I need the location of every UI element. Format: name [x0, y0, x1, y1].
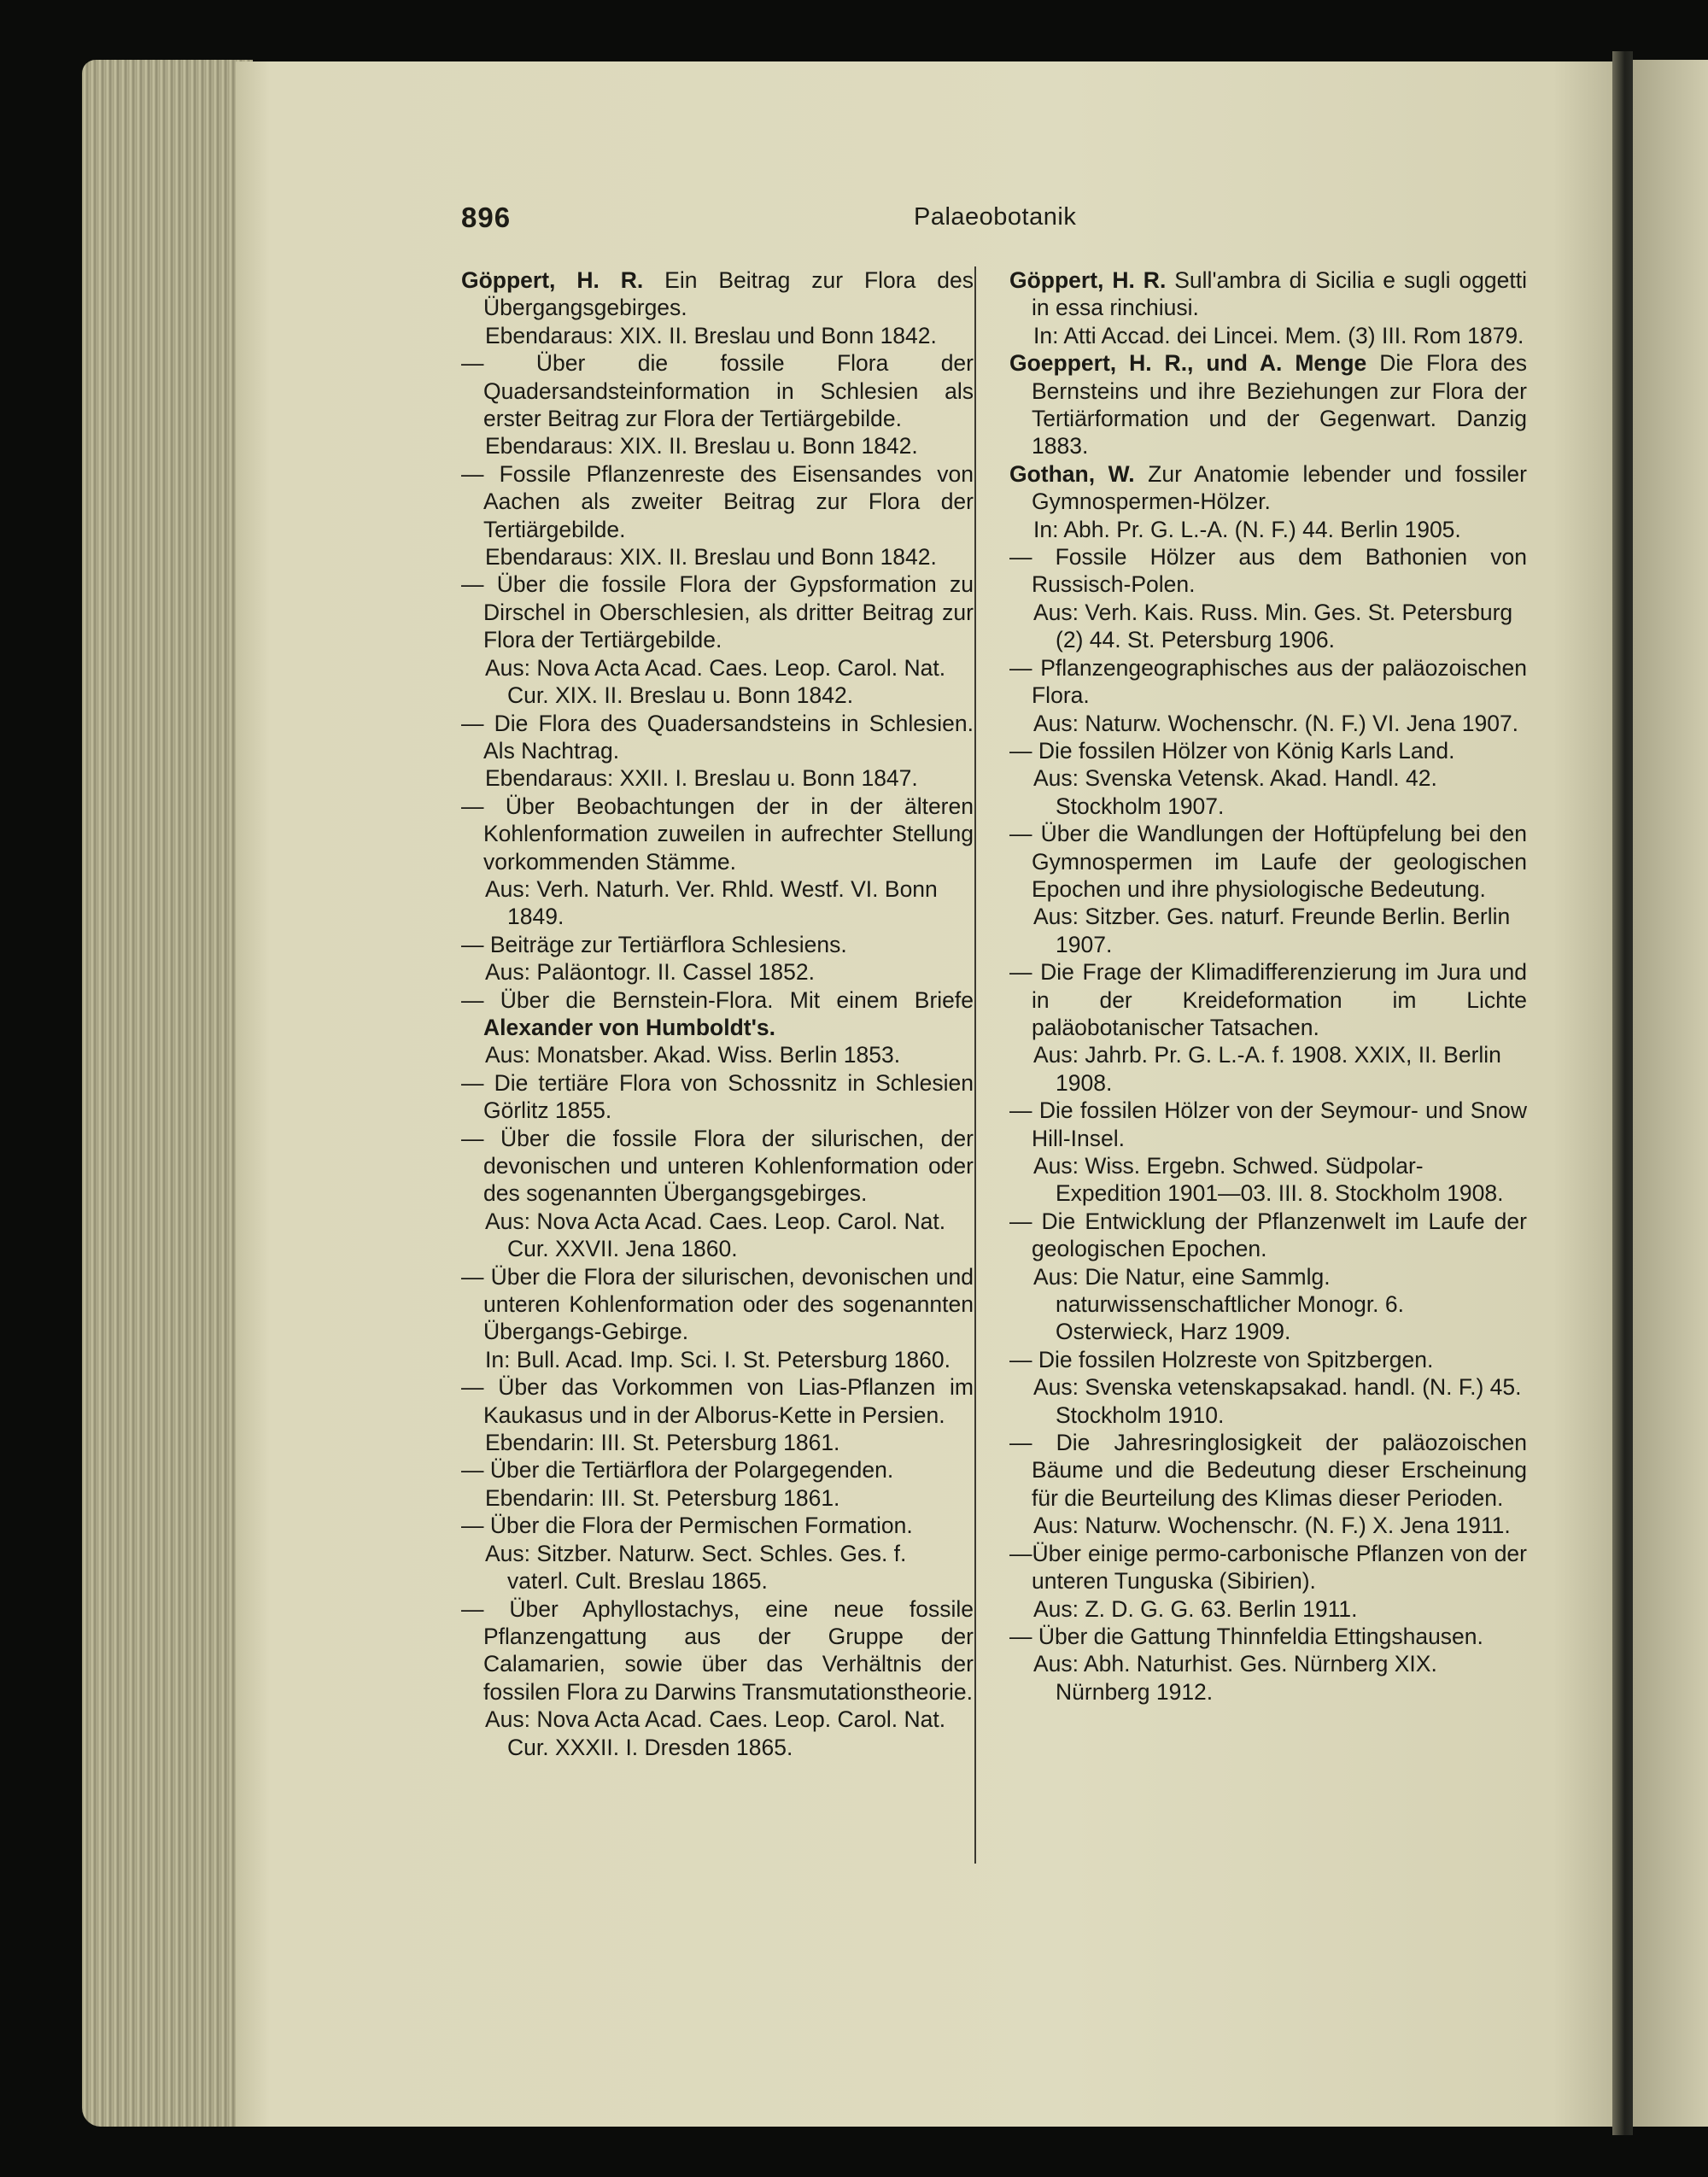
next-page-edge	[1633, 60, 1708, 2127]
bibliography-entry	[461, 1456, 974, 1512]
bibliography-entry	[1009, 349, 1527, 460]
entry-title: Beiträge zur Tertiärflora Schlesiens.	[489, 931, 847, 957]
entry-title: Über Aphyllostachys, eine neue fossile Pflanzengattung aus der Gruppe der Calamarien, sowie über das Verhältnis der fossilen Flora zu Darwins Transmutationstheorie.	[483, 1595, 974, 1705]
entry-title: Über Beobachtungen der in der älteren Kohlenformation zuweilen in aufrechter Stellung vorkommenden Stämme.	[483, 793, 974, 875]
entry-title: Über die Bernstein-Flora. Mit einem Briefe	[500, 986, 974, 1013]
entry-dash: —	[461, 710, 494, 736]
entry-title: Die fossilen Holzreste von Spitzbergen.	[1038, 1346, 1434, 1372]
entry-title: Über die Tertiärflora der Polargegenden.	[489, 1457, 894, 1484]
entry-title: Über die Flora der Permischen Formation.	[489, 1513, 913, 1539]
entry-heading	[461, 1512, 974, 1539]
entry-publication: In: Atti Accad. dei Lincei. Mem. (3) III. Rom 1879.	[1033, 322, 1524, 348]
entry-dash: —	[1009, 1346, 1038, 1372]
entry-publication: Aus: Abh. Naturhist. Ges. Nürnberg XIX. Nürnberg 1912.	[1033, 1651, 1437, 1705]
entry-title: Über die Gattung Thinnfeldia Ettingshausen.	[1038, 1623, 1483, 1649]
entry-title: Fossile Pflanzenreste des Eisensandes von Aachen als zweiter Beitrag zur Flora der Tertiärgebilde.	[483, 460, 974, 542]
entry-title: Die Flora des Bernsteins und ihre Beziehungen zur Flora der Tertiärformation und der Gegenwart. Danzig 1883.	[1032, 350, 1527, 459]
bibliography-entry	[461, 571, 974, 709]
bibliography-entry	[461, 1125, 974, 1263]
entry-dash: —	[461, 1595, 510, 1622]
entry-heading	[1009, 1346, 1527, 1373]
bibliography-entry	[461, 986, 974, 1069]
entry-dash: —	[1009, 1097, 1039, 1124]
entry-publication: Ebendaraus: XIX. II. Breslau und Bonn 1842.	[485, 544, 937, 571]
entry-publication: Ebendaraus: XIX. II. Breslau und Bonn 1842.	[485, 322, 937, 348]
bibliography-entry	[1009, 460, 1527, 543]
running-head: Palaeobotanik	[914, 203, 1077, 231]
entry-publication: Aus: Sitzber. Naturw. Sect. Schles. Ges. f. vaterl. Cult. Breslau 1865.	[485, 1540, 907, 1595]
bibliography-entry	[1009, 1208, 1527, 1346]
entry-title: Die Frage der Klimadifferenzierung im Jura und in der Kreideformation im Lichte paläobotanischer Tatsachen.	[1032, 959, 1528, 1040]
bibliography-entry	[1009, 1097, 1527, 1208]
entry-dash: —	[1009, 1540, 1032, 1566]
column-divider	[974, 266, 976, 1864]
entry-title: Die Jahresringlosigkeit der paläozoischen Bäume und die Bedeutung dieser Erscheinung für die Beurteilung des Klimas dieser Perioden.	[1032, 1430, 1527, 1511]
entry-dash: —	[461, 1069, 494, 1096]
entry-title: Fossile Hölzer aus dem Bathonien von Russisch-Polen.	[1032, 544, 1527, 598]
entry-publication: Aus: Verh. Kais. Russ. Min. Ges. St. Petersburg (2) 44. St. Petersburg 1906.	[1033, 599, 1513, 653]
entry-title: Über die fossile Flora der Gypsformation zu Dirschel in Oberschlesien, als dritter Beitrag zur Flora der Tertiärgebilde.	[483, 571, 974, 653]
entry-publication: Aus: Monatsber. Akad. Wiss. Berlin 1853.	[485, 1042, 901, 1068]
entry-heading	[461, 266, 974, 322]
entry-title: Sull'ambra di Sicilia e sugli oggetti in essa rinchiusi.	[1032, 267, 1527, 321]
entry-heading	[1009, 1097, 1527, 1152]
entry-dash: —	[461, 1125, 500, 1151]
entry-heading	[461, 986, 974, 1042]
entry-heading	[461, 1125, 974, 1208]
entry-dash: —	[1009, 959, 1041, 986]
entry-heading	[461, 1373, 974, 1429]
entry-heading	[1009, 1208, 1527, 1263]
entry-publication: Ebendaraus: XIX. II. Breslau u. Bonn 1842.	[485, 433, 918, 459]
entry-dash: —	[1009, 654, 1041, 681]
entry-title: Über die Wandlungen der Hoftüpfelung bei den Gymnospermen im Laufe der geologischen Epochen und ihre physiologische Bedeutung.	[1032, 821, 1527, 902]
entry-dash: —	[461, 1263, 491, 1290]
entry-author: Göppert, H. R.	[1009, 267, 1167, 293]
right-column	[1009, 266, 1527, 1706]
entry-publication: Aus: Paläontogr. II. Cassel 1852.	[485, 959, 815, 986]
entry-heading	[1009, 820, 1527, 903]
bibliography-entry	[1009, 1346, 1527, 1429]
entry-author: Göppert, H. R.	[461, 267, 644, 293]
entry-author: Gothan, W.	[1009, 460, 1135, 487]
entry-publication: Aus: Nova Acta Acad. Caes. Leop. Carol. Nat. Cur. XXVII. Jena 1860.	[485, 1208, 946, 1262]
entry-title: Die Entwicklung der Pflanzenwelt im Laufe der geologischen Epochen.	[1032, 1208, 1527, 1262]
entry-heading	[461, 931, 974, 958]
entry-heading	[1009, 1429, 1527, 1512]
bibliography-entry	[1009, 958, 1527, 1097]
entry-dash: —	[1009, 544, 1056, 571]
entry-dash: —	[1009, 737, 1038, 764]
entry-title: Über die fossile Flora der Quadersandsteinformation in Schlesien als erster Beitrag zur Flora der Tertiärgebilde.	[483, 350, 974, 432]
entry-heading	[461, 1595, 974, 1706]
entry-dash: —	[1009, 1623, 1038, 1649]
entry-publication: Aus: Wiss. Ergebn. Schwed. Südpolar-Expedition 1901—03. III. 8. Stockholm 1908.	[1033, 1153, 1504, 1207]
entry-heading	[461, 460, 974, 543]
entry-heading	[1009, 1623, 1527, 1650]
book-page-edges	[82, 60, 253, 2127]
entry-dash: —	[461, 1513, 490, 1539]
entry-heading	[461, 1456, 974, 1484]
entry-publication: Ebendarin: III. St. Petersburg 1861.	[485, 1484, 840, 1511]
entry-heading	[461, 349, 974, 432]
bibliography-entry	[461, 1373, 974, 1456]
entry-dash: —	[461, 571, 497, 598]
entry-dash: —	[461, 793, 506, 819]
entry-title: Die tertiäre Flora von Schossnitz in Schlesien Görlitz 1855.	[483, 1069, 974, 1124]
entry-heading	[461, 1069, 974, 1125]
bibliography-entry	[461, 1595, 974, 1761]
entry-publication: Aus: Sitzber. Ges. naturf. Freunde Berlin. Berlin 1907.	[1033, 904, 1511, 957]
entry-dash: —	[1009, 1208, 1042, 1234]
bibliography-entry	[461, 1263, 974, 1374]
entry-title: Über die Flora der silurischen, devonischen und unteren Kohlenformation oder des sogenannten Übergangs-Gebirge.	[483, 1263, 974, 1345]
entry-dash: —	[461, 350, 536, 377]
entry-heading	[461, 710, 974, 765]
entry-dash: —	[461, 460, 500, 487]
entry-heading	[1009, 460, 1527, 516]
entry-title: Über das Vorkommen von Lias-Pflanzen im Kaukasus und in der Alborus-Kette in Persien.	[483, 1374, 974, 1428]
entry-publication: In: Bull. Acad. Imp. Sci. I. St. Petersburg 1860.	[485, 1346, 951, 1372]
entry-publication: Ebendaraus: XXII. I. Breslau u. Bonn 1847.	[485, 765, 918, 792]
entry-publication: Aus: Jahrb. Pr. G. L.-A. f. 1908. XXIX, II. Berlin 1908.	[1033, 1042, 1501, 1096]
entry-dash: —	[1009, 1430, 1056, 1456]
entry-heading	[1009, 737, 1527, 764]
entry-publication: Aus: Naturw. Wochenschr. (N. F.) X. Jena 1911.	[1033, 1513, 1511, 1539]
bibliography-entry	[461, 1512, 974, 1595]
entry-heading	[1009, 349, 1527, 460]
bibliography-entry	[461, 931, 974, 986]
bibliography-entry	[1009, 654, 1527, 737]
entry-title: Ein Beitrag zur Flora des Übergangsgebirges.	[483, 267, 974, 321]
entry-publication: Aus: Verh. Naturh. Ver. Rhld. Westf. VI. Bonn 1849.	[485, 875, 938, 930]
entry-dash: —	[461, 1374, 499, 1401]
entry-title: Über die fossile Flora der silurischen, der devonischen und unteren Kohlenformation oder des sogenannten Übergangsgebirges.	[483, 1125, 974, 1207]
entry-heading	[461, 1263, 974, 1346]
entry-title: Die fossilen Hölzer von der Seymour- und Snow Hill-Insel.	[1032, 1097, 1527, 1151]
entry-title: Pflanzengeographisches aus der paläozoischen Flora.	[1032, 654, 1527, 709]
entry-heading	[461, 793, 974, 875]
page-header	[461, 202, 1550, 236]
bibliography-entry	[1009, 820, 1527, 958]
entry-heading	[1009, 654, 1527, 710]
entry-dash: —	[1009, 821, 1041, 847]
entry-dash: —	[461, 1457, 490, 1484]
entry-publication: In: Abh. Pr. G. L.-A. (N. F.) 44. Berlin 1905.	[1033, 516, 1461, 542]
entry-publication: Aus: Naturw. Wochenschr. (N. F.) VI. Jena 1907.	[1033, 710, 1519, 736]
entry-dash: —	[461, 931, 490, 957]
entry-title: Die fossilen Hölzer von König Karls Land.	[1038, 737, 1455, 764]
entry-heading	[461, 571, 974, 653]
entry-publication: Aus: Z. D. G. G. 63. Berlin 1911.	[1033, 1595, 1358, 1622]
entry-title: Die Flora des Quadersandsteins in Schlesien. Als Nachtrag.	[483, 710, 974, 764]
entry-publication: Ebendarin: III. St. Petersburg 1861.	[485, 1430, 840, 1456]
bibliography-entry	[461, 266, 974, 349]
entry-title: Über einige permo-carbonische Pflanzen von der unteren Tunguska (Sibirien).	[1032, 1540, 1527, 1595]
entry-publication: Aus: Svenska vetenskapsakad. handl. (N. F.) 45. Stockholm 1910.	[1033, 1374, 1522, 1428]
bibliography-entry	[461, 710, 974, 793]
entry-dash: —	[461, 986, 500, 1013]
bibliography-entry	[461, 793, 974, 931]
bibliography-entry	[461, 349, 974, 460]
bibliography-entry	[1009, 737, 1527, 820]
bibliography-entry	[1009, 1540, 1527, 1623]
bibliography-entry	[1009, 1429, 1527, 1540]
entry-author: Goeppert, H. R., und A. Menge	[1009, 350, 1367, 377]
entry-heading	[1009, 1540, 1527, 1595]
page-number: 896	[461, 202, 512, 233]
bibliography-entry	[461, 460, 974, 571]
bibliography-entry	[1009, 1623, 1527, 1706]
entry-title: Zur Anatomie lebender und fossiler Gymnospermen-Hölzer.	[1032, 460, 1527, 515]
entry-heading	[1009, 266, 1527, 322]
entry-heading	[1009, 958, 1527, 1041]
entry-publication: Aus: Nova Acta Acad. Caes. Leop. Carol. Nat. Cur. XIX. II. Breslau u. Bonn 1842.	[485, 654, 946, 709]
entry-publication: Aus: Die Natur, eine Sammlg. naturwissenschaftlicher Monogr. 6. Osterwieck, Harz 1909.	[1033, 1263, 1405, 1345]
entry-publication: Aus: Nova Acta Acad. Caes. Leop. Carol. Nat. Cur. XXXII. I. Dresden 1865.	[485, 1706, 946, 1760]
entry-publication: Aus: Svenska Vetensk. Akad. Handl. 42. Stockholm 1907.	[1033, 765, 1437, 819]
book-gutter	[1612, 51, 1633, 2135]
bibliography-entry	[1009, 266, 1527, 349]
left-column	[461, 266, 974, 1761]
entry-title-bold: Alexander von Humboldt's.	[483, 1014, 776, 1040]
bibliography-entry	[1009, 543, 1527, 654]
bibliography-entry	[461, 1069, 974, 1125]
entry-heading	[1009, 543, 1527, 599]
